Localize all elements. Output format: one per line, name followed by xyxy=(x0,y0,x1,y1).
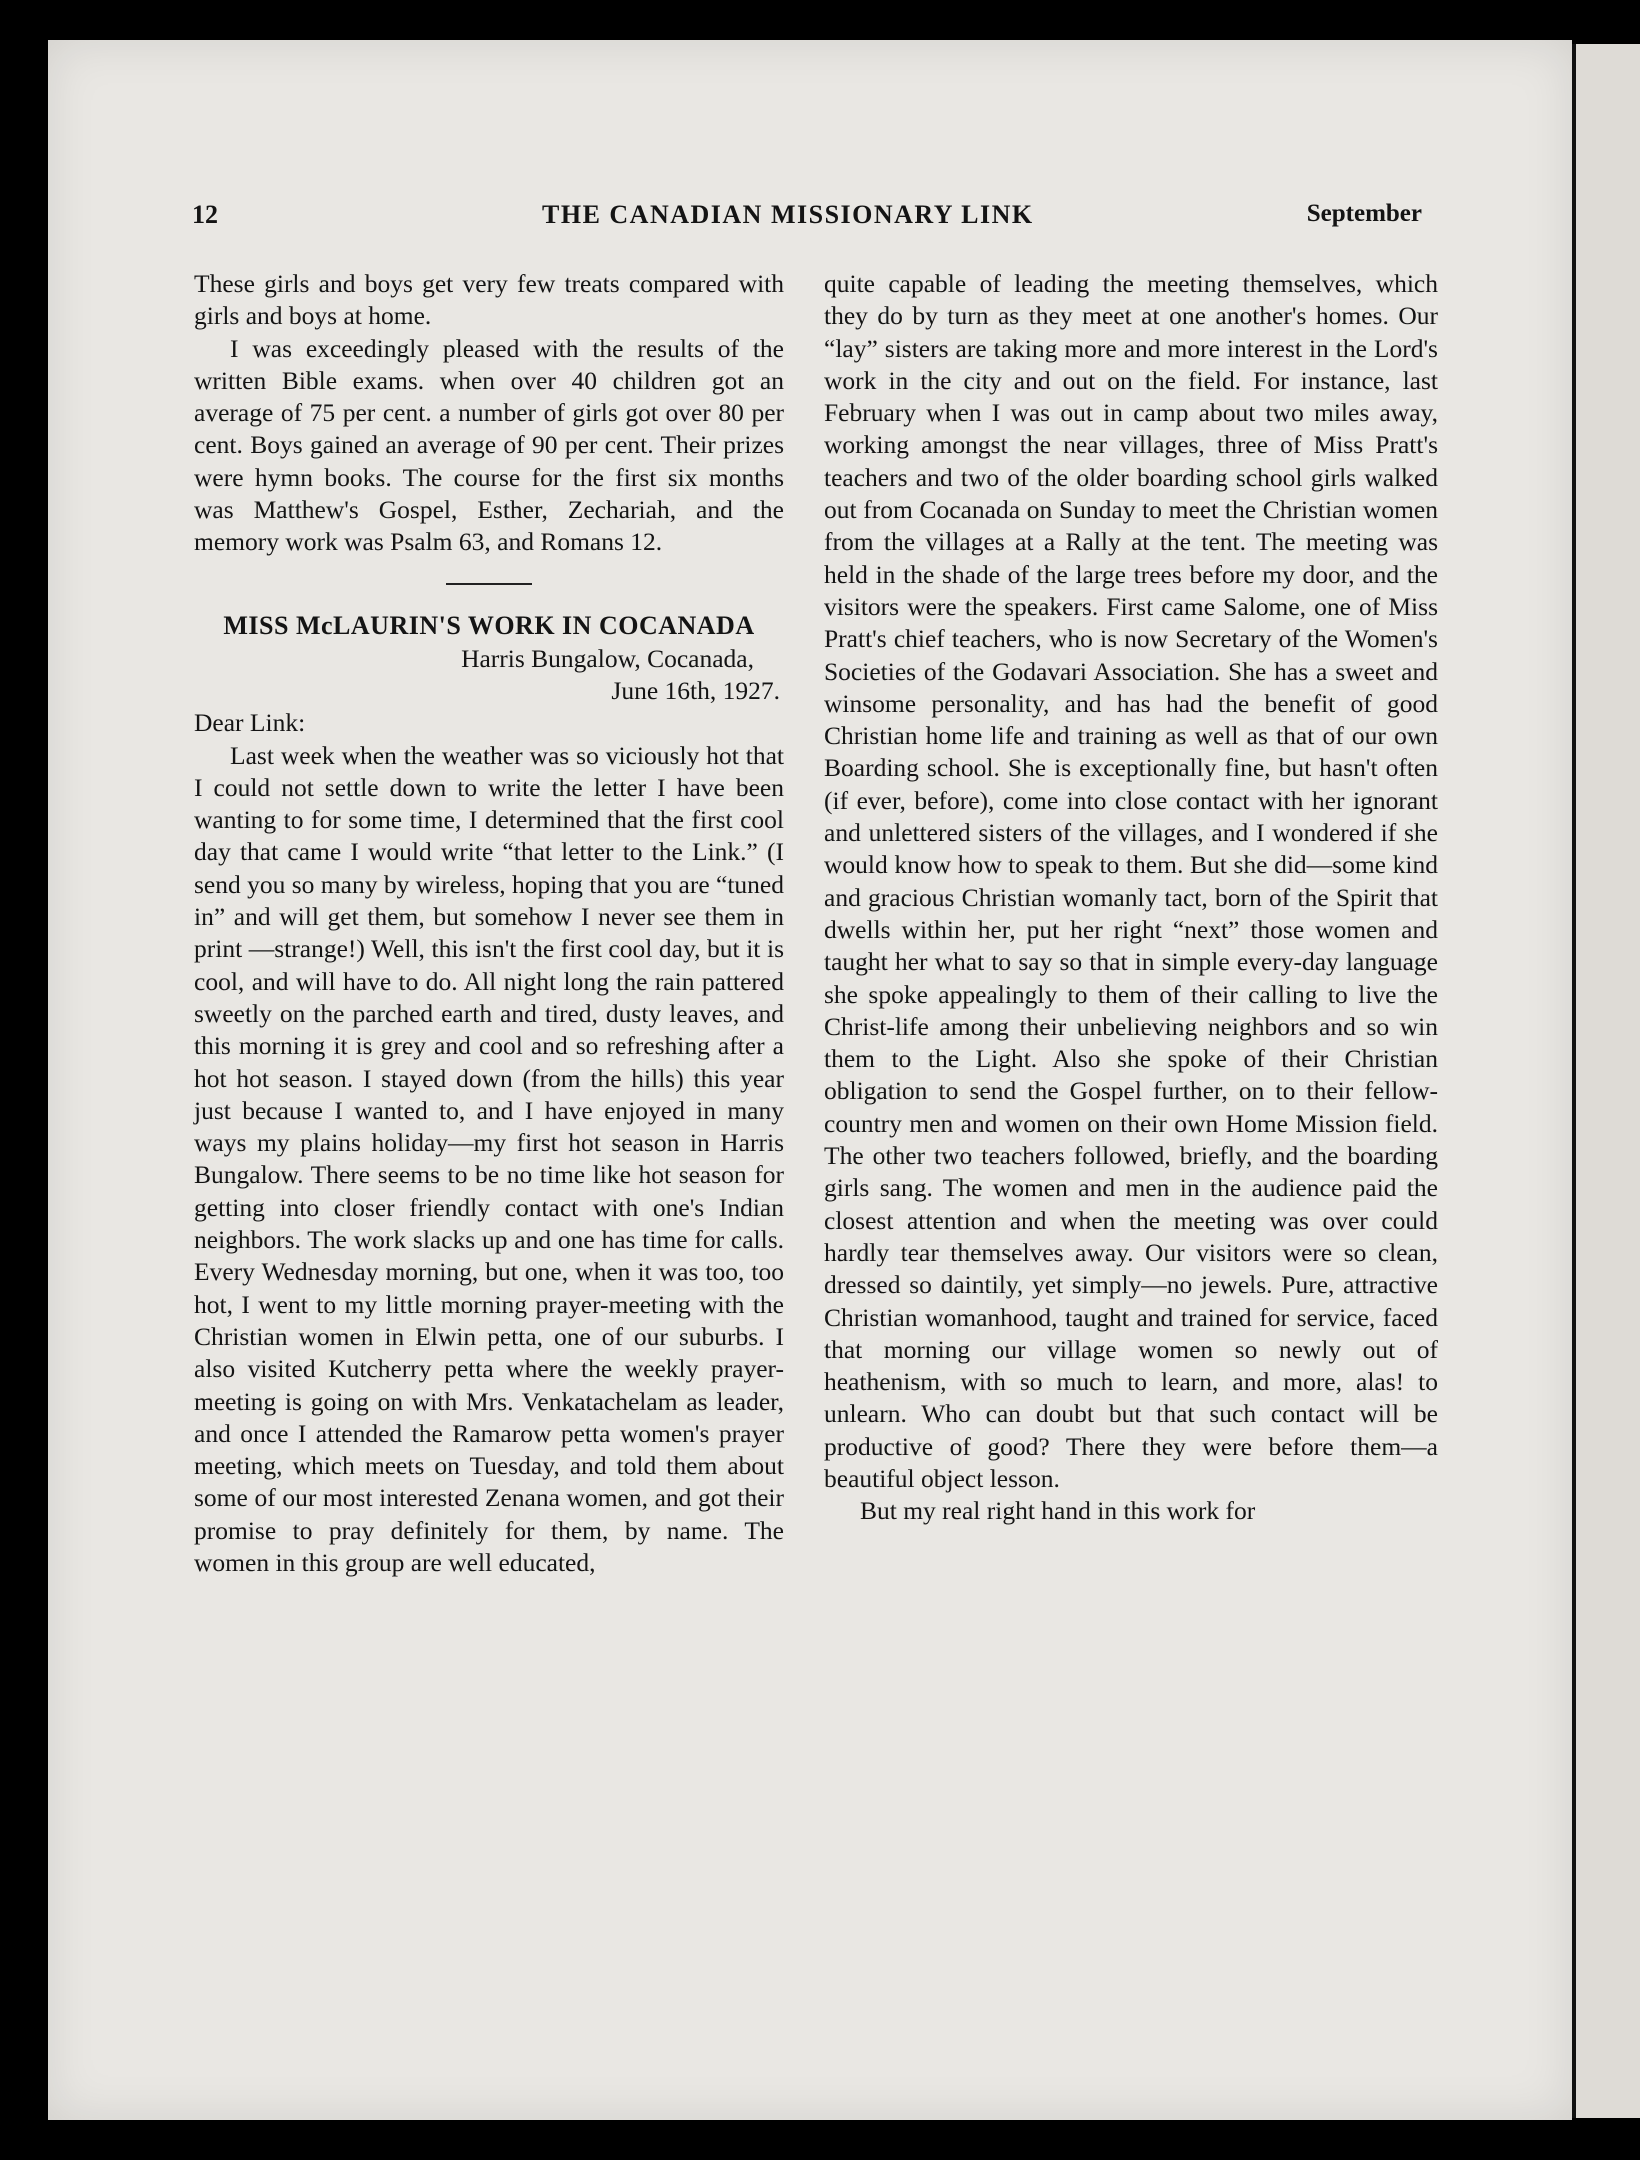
dateline-date: June 16th, 1927. xyxy=(611,675,780,705)
paragraph: Last week when the weather was so viciously hot that I could not settle down to write the letter I have been wanting to for some time, I determined that the first cool day that came I would write “that letter to the Link.” (I send you so many by wireless, hoping that you are “tuned in” and will get them, but somehow I never see them in print —strange!) Well, this isn't the first cool day, but it is cool, and will have to do. All night long the rain pattered sweetly on the parched earth and tired, dusty leaves, and this morning it is grey and cool and so refreshing after a hot hot season. I stayed down (from the hills) this year just because I wanted to, and I have enjoyed in many ways my plains holiday—my first hot season in Harris Bungalow. There seems to be no time like hot season for getting into closer friendly contact with one's Indian neighbors. The work slacks up and one has time for calls. Every Wednesday morning, but one, when it was too, too hot, I went to my little morning prayer-meeting with the Christian women in Elwin petta, one of our suburbs. I also visited Kutcherry petta where the weekly prayer-meeting is going on with Mrs. Venkatachelam as leader, and once I attended the Ramarow petta women's prayer meeting, which meets on Tuesday, and told them about some of our most interested Zenana women, and got their promise to pray definitely for them, by name. The women in this group are well educated, xyxy=(194,740,784,1577)
running-header xyxy=(182,200,1422,236)
section-divider xyxy=(446,583,532,585)
adjacent-page-edge xyxy=(1572,44,1640,2118)
issue-month: September xyxy=(1306,200,1422,227)
paragraph: I was exceedingly pleased with the results of the written Bible exams. when over 40 children got an average of 75 per cent. a number of girls got over 80 per cent. Boys gained an average of 90 per cent. Their prizes were hymn books. The course for the first six months was Matthew's Gospel, Esther, Zechariah, and the memory work was Psalm 63, and Romans 12. xyxy=(194,333,784,557)
left-column xyxy=(194,268,784,1579)
article-heading: MISS McLAURIN'S WORK IN COCANADA xyxy=(223,610,755,640)
paragraph: quite capable of leading the meeting themselves, which they do by turn as they meet at one another's homes. Our “lay” sisters are taking more and more interest in the Lord's work in the city and out on the field. For instance, last February when I was out in camp about two miles away, working amongst the near villages, three of Miss Pratt's teachers and two of the older boarding school girls walked out from Cocanada on Sunday to meet the Christian women from the villages at a Rally at the tent. The meeting was held in the shade of the large trees before my door, and the visitors were the speakers. First came Salome, one of Miss Pratt's chief teachers, who is now Secretary of the Women's Societies of the Godavari Association. She has a sweet and winsome personality, and has had the benefit of good Christian home life and training as well as that of our own Boarding school. She is exceptionally fine, but hasn't often (if ever, before), come into close contact with her ignorant and unlettered sisters of the villages, and I wondered if she would know how to speak to them. But she did—some kind and gracious Christian womanly tact, born of the Spirit that dwells within her, put her right “next” those women and taught her what to say so that in simple every-day language she spoke appealingly to them of their calling to live the Christ-life among their unbelieving neighbors and so win them to the Light. Also she spoke of their Christian obligation to send the Gospel further, on to their fellow-country men and women on their own Home Mission field. The other two teachers followed, briefly, and the boarding girls sang. The women and men in the audience paid the closest attention and when the meeting was over could hardly tear themselves away. Our visitors were so clean, dressed so daintily, yet simply—no jewels. Pure, attractive Christian womanhood, taught and trained for service, faced that morning our village women so newly out of heathenism, with so much to learn, and more, alas! to unlearn. Who can doubt but that such contact will be productive of good? There they were before them—a beautiful object lesson. xyxy=(824,269,1438,1493)
dateline-place: Harris Bungalow, Cocanada, xyxy=(461,643,754,673)
paragraph: These girls and boys get very few treats compared with girls and boys at home. xyxy=(194,269,784,331)
publication-title: THE CANADIAN MISSIONARY LINK xyxy=(542,200,1034,229)
page-number: 12 xyxy=(192,200,218,229)
paragraph: But my real right hand in this work for xyxy=(860,1496,1256,1526)
right-column xyxy=(824,268,1438,1528)
salutation: Dear Link: xyxy=(194,708,306,738)
